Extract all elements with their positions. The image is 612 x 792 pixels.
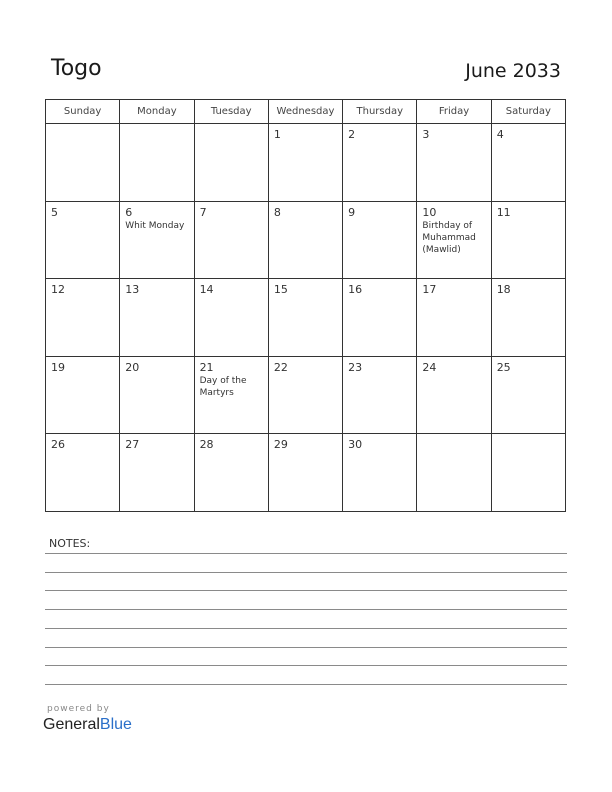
day-cell	[343, 201, 417, 279]
day-cell	[491, 356, 565, 434]
note-line	[45, 572, 567, 573]
month-year-title: June 2033	[465, 60, 561, 82]
day-number: 16	[348, 283, 363, 297]
day-cell	[491, 201, 565, 279]
brand-blue: Blue	[99, 716, 132, 733]
week-row	[46, 279, 566, 357]
weekday-wednesday: Wednesday	[268, 100, 342, 124]
week-row	[46, 356, 566, 434]
day-cell	[343, 356, 417, 434]
day-cell	[491, 124, 565, 202]
day-cell	[46, 124, 120, 202]
day-number: 10	[422, 205, 437, 219]
week-row	[46, 124, 566, 202]
day-number: 11	[496, 205, 511, 219]
note-line	[45, 590, 567, 591]
generalblue-logo	[43, 716, 132, 734]
weekday-saturday: Saturday	[491, 100, 565, 124]
day-cell	[343, 279, 417, 357]
day-cell	[417, 434, 491, 512]
day-cell	[343, 434, 417, 512]
day-number: 2	[348, 128, 356, 141]
day-number: 18	[496, 283, 511, 297]
day-number: 13	[125, 283, 140, 297]
weekday-sunday: Sunday	[46, 100, 120, 124]
day-number: 22	[273, 360, 288, 374]
notes-label: NOTES:	[49, 537, 91, 550]
note-line	[45, 647, 567, 648]
day-number: 5	[51, 205, 58, 219]
day-number: 8	[273, 205, 281, 219]
day-cell	[417, 279, 491, 357]
day-number: 15	[273, 283, 288, 297]
day-cell	[268, 201, 342, 279]
holiday-label: Whit Monday	[125, 220, 185, 231]
day-cell	[46, 434, 120, 512]
note-line	[45, 553, 567, 554]
day-number: 17	[422, 283, 437, 297]
day-number: 24	[422, 360, 437, 374]
day-cell	[120, 124, 194, 202]
day-number: 26	[51, 438, 65, 452]
day-number: 14	[199, 283, 214, 297]
day-number: 20	[125, 360, 140, 374]
note-line	[45, 609, 567, 610]
day-cell	[120, 201, 194, 279]
day-cell	[46, 279, 120, 357]
day-number: 12	[51, 283, 65, 297]
note-line	[45, 628, 567, 629]
day-number: 23	[348, 360, 363, 374]
day-cell	[194, 434, 268, 512]
day-number: 27	[125, 438, 140, 452]
country-title: Togo	[51, 56, 102, 81]
day-cell	[120, 356, 194, 434]
brand-general: General	[43, 716, 100, 733]
day-number: 3	[422, 128, 430, 141]
day-cell	[268, 279, 342, 357]
day-cell	[46, 201, 120, 279]
day-number: 6	[125, 205, 133, 219]
day-cell	[491, 279, 565, 357]
day-cell	[417, 201, 491, 279]
day-cell	[46, 356, 120, 434]
day-number: 7	[199, 205, 207, 219]
weekday-friday: Friday	[417, 100, 491, 124]
holiday-label: Birthday of Muhammad (Mawlid)	[422, 220, 476, 255]
calendar-grid	[45, 99, 566, 512]
day-number: 4	[496, 128, 504, 141]
day-number: 9	[348, 205, 356, 219]
day-cell	[194, 124, 268, 202]
day-number: 25	[496, 360, 511, 374]
powered-by-text: powered by	[47, 704, 110, 714]
note-line	[45, 665, 567, 666]
week-row	[46, 434, 566, 512]
day-number: 30	[348, 438, 363, 452]
day-cell	[268, 356, 342, 434]
day-number: 1	[273, 128, 281, 141]
day-cell	[194, 201, 268, 279]
day-cell	[343, 124, 417, 202]
weekday-monday: Monday	[120, 100, 194, 124]
day-cell	[120, 434, 194, 512]
day-cell	[268, 434, 342, 512]
day-cell	[268, 124, 342, 202]
day-number: 21	[199, 360, 214, 374]
day-cell	[194, 356, 268, 434]
week-row	[46, 201, 566, 279]
day-cell	[417, 124, 491, 202]
holiday-label: Day of the Martyrs	[199, 375, 247, 398]
day-number: 29	[273, 438, 288, 452]
weekday-tuesday: Tuesday	[194, 100, 268, 124]
weekday-header-row	[46, 100, 566, 124]
day-number: 28	[199, 438, 214, 452]
day-cell	[491, 434, 565, 512]
day-cell	[194, 279, 268, 357]
day-cell	[417, 356, 491, 434]
day-number: 19	[51, 360, 65, 374]
note-line	[45, 684, 567, 685]
weekday-thursday: Thursday	[343, 100, 417, 124]
day-cell	[120, 279, 194, 357]
